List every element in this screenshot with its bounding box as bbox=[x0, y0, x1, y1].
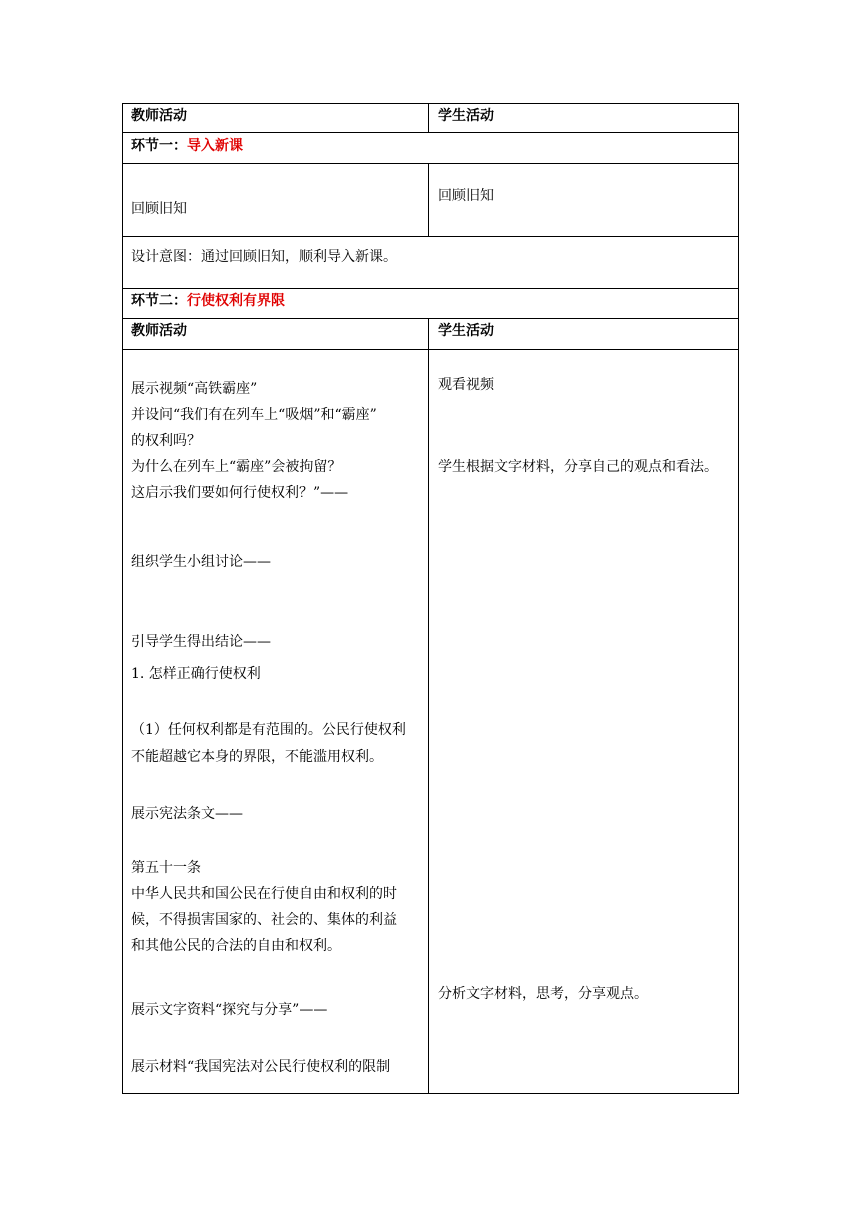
table-rule bbox=[122, 163, 739, 164]
table-rule bbox=[122, 132, 739, 133]
table-rule bbox=[122, 349, 739, 350]
table-rule bbox=[122, 103, 739, 104]
section1-design-intent: 设计意图：通过回顾旧知，顺利导入新课。 bbox=[131, 249, 397, 265]
teacher-line: 展示视频“高铁霸座” bbox=[131, 381, 258, 397]
student-activity-header: 学生活动 bbox=[438, 108, 494, 124]
table-rule bbox=[122, 318, 739, 319]
student-line: 学生根据文字材料，分享自己的观点和看法。 bbox=[438, 459, 718, 475]
teacher-line: 组织学生小组讨论—— bbox=[131, 554, 271, 570]
table-rule bbox=[122, 236, 739, 237]
section1-prefix: 环节一： bbox=[131, 138, 187, 154]
teacher-line: 并设问“我们有在列车上“吸烟”和“霸座” bbox=[131, 407, 377, 423]
table-rule bbox=[738, 103, 739, 1094]
teacher-line: 1. 怎样正确行使权利 bbox=[131, 666, 261, 682]
table-rule bbox=[428, 318, 429, 1093]
section2-prefix: 环节二： bbox=[131, 293, 187, 309]
teacher-line: 为什么在列车上“霸座”会被拘留？ bbox=[131, 459, 342, 475]
section1-teacher-text: 回顾旧知 bbox=[131, 201, 187, 217]
teacher-line: 不能超越它本身的界限，不能滥用权利。 bbox=[131, 749, 383, 765]
teacher-line: 第五十一条 bbox=[131, 860, 201, 876]
teacher-line: 展示材料“我国宪法对公民行使权利的限制 bbox=[131, 1059, 391, 1075]
table-rule bbox=[122, 288, 739, 289]
section1-title: 导入新课 bbox=[187, 138, 243, 154]
teacher-line: 中华人民共和国公民在行使自由和权利的时 bbox=[131, 886, 397, 902]
section2-title: 行使权利有界限 bbox=[187, 293, 285, 309]
section1-heading bbox=[131, 137, 243, 155]
section2-heading bbox=[131, 292, 285, 310]
student-line: 观看视频 bbox=[438, 377, 494, 393]
table-rule bbox=[428, 103, 429, 132]
teacher-line: （1）任何权利都是有范围的。公民行使权利 bbox=[131, 722, 406, 738]
student-line: 分析文字材料，思考，分享观点。 bbox=[438, 986, 648, 1002]
table-rule bbox=[428, 163, 429, 236]
teacher-line: 引导学生得出结论—— bbox=[131, 634, 271, 650]
teacher-line: 和其他公民的合法的自由和权利。 bbox=[131, 938, 341, 954]
teacher-line: 展示宪法条文—— bbox=[131, 806, 243, 822]
section2-student-header: 学生活动 bbox=[438, 323, 494, 339]
teacher-line: 展示文字资料“探究与分享”—— bbox=[131, 1002, 328, 1018]
teacher-line: 候，不得损害国家的、社会的、集体的利益 bbox=[131, 912, 397, 928]
lesson-plan-table bbox=[122, 103, 739, 1094]
section2-teacher-header: 教师活动 bbox=[131, 323, 187, 339]
section1-student-text: 回顾旧知 bbox=[438, 188, 494, 204]
table-rule bbox=[122, 103, 123, 1094]
table-rule bbox=[122, 1093, 739, 1094]
teacher-line: 这启示我们要如何行使权利？”—— bbox=[131, 485, 349, 501]
teacher-activity-header: 教师活动 bbox=[131, 108, 187, 124]
teacher-line: 的权利吗？ bbox=[131, 433, 201, 449]
